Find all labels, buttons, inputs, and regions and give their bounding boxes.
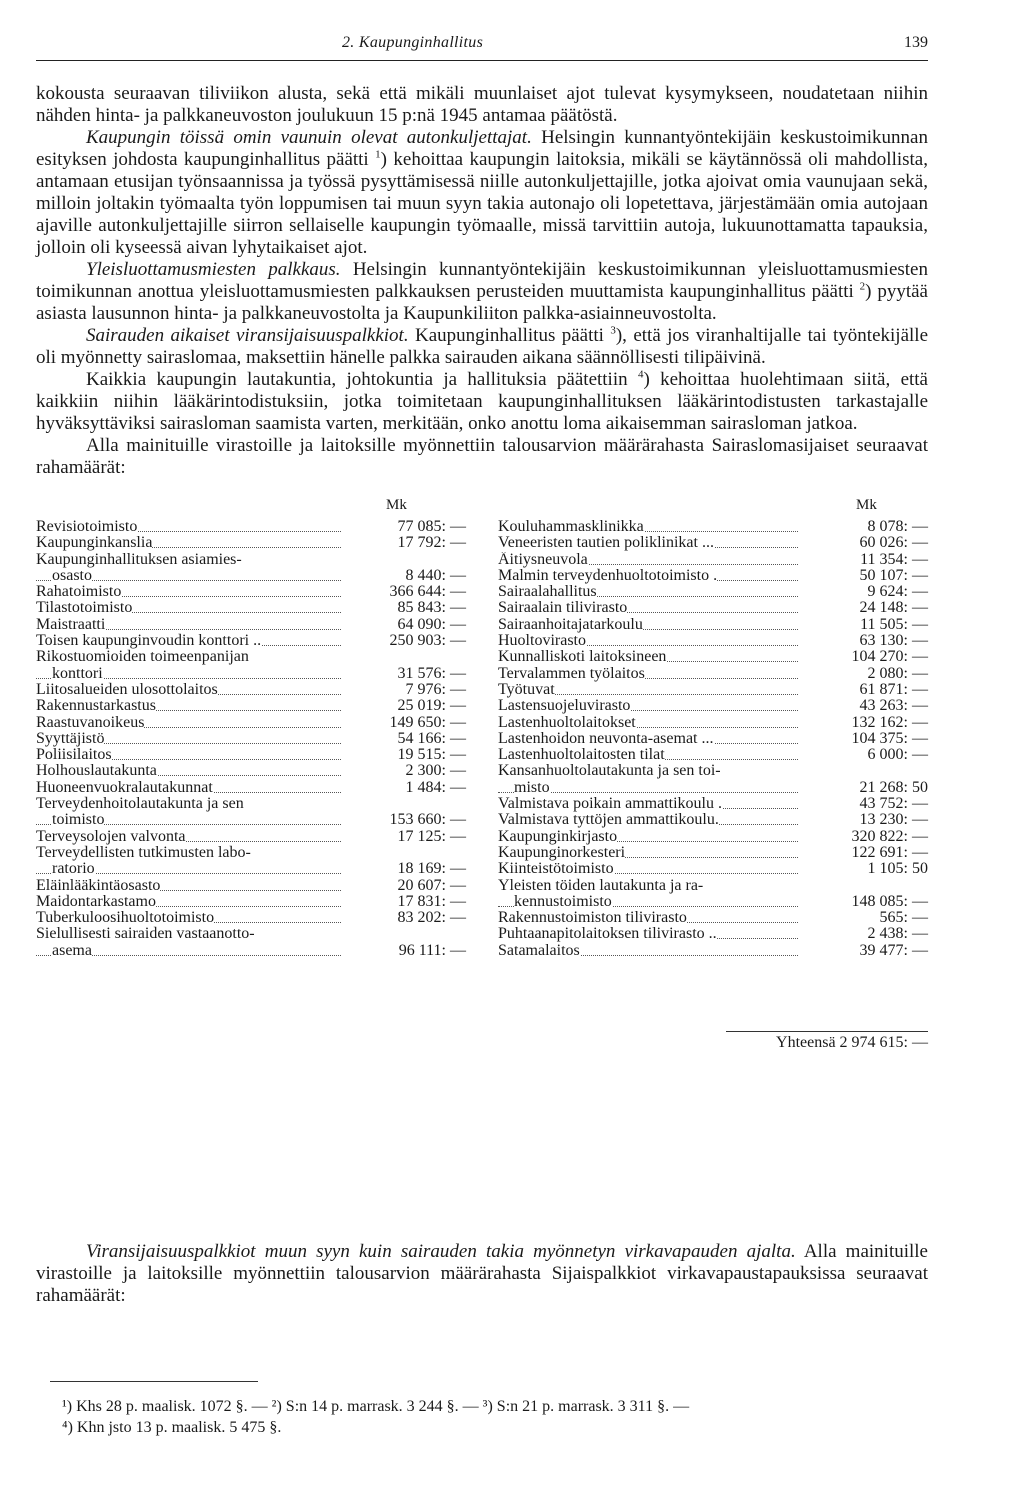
row-value: 39 477: — [859,941,928,959]
row-value: 7 976: — [405,680,466,698]
row-value: 565: — [879,909,928,927]
row-label: Rakennustoimiston tilivirasto [498,910,687,927]
row-label: Lastenhuoltolaitokset [498,714,636,731]
row-value: 43 752: — [859,795,928,813]
row-value: 1 484: — [405,778,466,796]
table-row [498,943,928,959]
row-label: Kaupunginkanslia [36,535,153,552]
table-row [36,715,466,731]
row-label: Rahatoimisto [36,584,122,601]
row-label: Kaupunginorkesteri [498,844,626,861]
row-label: Kaupunginkirjasto [498,828,618,845]
chapter-title: 2. Kaupunginhallitus [342,34,484,51]
table-row [36,568,466,584]
row-value: 43 263: — [859,697,928,715]
row-value: 148 085: — [851,892,928,910]
paragraph: Kaupungin töissä omin vaunuin olevat autonkuljettajat. Helsingin kunnantyöntekijäin keskustoimikunnan esityksen johdosta kaupunginhallitus päätti $^1$) kehoittaa kaupungin laitoksia, mikäli se käytännössä oli mahdollista, antamaan etusijan työnsaannissa ja työssä pysyttämisessä niille autonkuljettajille, jotka ajoivat omia vaunujaan sekä, milloin joltakin työmaalta työn loppumisen tai muun syyn takia autonajo oli lopetettava, järjestämään omia autojaan ajaville autonkuljettajille siirron sellaiselle kaupungin työmaalle, missä tarvittiin autoja, lukuunottamatta tapauksia, jolloin oli kyseessä aivan lyhytaikaiset ajot. [36,127,928,258]
table-row [36,796,466,812]
row-value: 2 300: — [405,762,466,780]
row-value: 11 505: — [860,615,928,633]
row-value: 25 019: — [397,697,466,715]
row-value: 6 000: — [867,746,928,764]
section-heading: Kaupungin töissä omin vaunuin olevat autonkuljettajat. [86,127,532,148]
row-value: 366 644: — [389,583,466,601]
row-value: 320 822: — [851,827,928,845]
table-row [498,910,928,926]
row-value: 18 169: — [397,860,466,878]
table-row [36,666,466,682]
row-label: osasto [52,566,92,584]
total-rule [726,1031,928,1032]
row-label: Maistraatti [36,616,106,633]
row-value: 9 624: — [867,583,928,601]
paragraph: Viransijaisuuspalkkiot muun syyn kuin sairauden takia myönnetyn virkavapauden ajalta. Alla mainituille virastoille ja laitoksille myönnettiin talousarvion määrärahasta Sijaispalkkiot virkavapaustapauksissa seuraavat rahamäärät: [36,1241,928,1306]
table-row [498,649,928,665]
row-label: Kouluhammasklinikka [498,519,644,535]
row-label: Satamalaitos [498,942,580,959]
row-value: 11 354: — [860,550,928,568]
table-row [498,698,928,714]
row-label: Lastenhuoltolaitosten tilat [498,747,665,764]
row-label: Toisen kaupunginvoudin konttori .. [36,633,262,650]
allocation-table [36,497,928,1057]
table-row [498,780,928,796]
row-value: 64 090: — [397,615,466,633]
row-value: 31 576: — [397,664,466,682]
table-row [498,552,928,568]
row-label: Maidontarkastamo [36,893,156,910]
row-value: 54 166: — [397,729,466,747]
row-label: konttori [52,664,103,682]
row-label: asema [52,941,92,959]
row-label: Sairaalahallitus [498,584,597,601]
table-row [498,715,928,731]
paragraph: Kaikkia kaupungin lautakuntia, johtokuntia ja hallituksia päätettiin $^4$) kehoittaa huolehtimaan siitä, että kaikkiin niihin lääkärintodistuksiin, jotka toimitetaan kaupunginhallituksen lääkärintodistusten tarkastajalle hyväksyttäviksi sairasloman saamista varten, merkitään, onko anottu loma aikaisemman sairasloman jatkoa. [36,368,928,434]
unit-header: Mk [856,497,877,513]
row-value: 77 085: — [397,518,466,535]
row-label: Lastenhoidon neuvonta-asemat ... [498,730,714,747]
row-label: ratorio [52,860,95,878]
table-row [36,812,466,828]
row-value: 63 130: — [859,632,928,650]
row-value: 50 107: — [859,566,928,584]
row-value: 8 440: — [405,566,466,584]
table-row [498,617,928,633]
table-row [498,926,928,942]
row-label: misto [514,778,550,796]
table-row [498,600,928,616]
row-value: 122 691: — [851,843,928,861]
page-number: 139 [904,34,928,51]
row-label: Revisiotoimisto [36,519,138,535]
table-row [36,552,466,568]
table-row [36,617,466,633]
row-value: 153 660: — [389,811,466,829]
row-label: Rakennustarkastus [36,698,156,715]
row-label: Syyttäjistö [36,730,105,747]
footnote-line: ⁴) Khn jsto 13 p. maalisk. 5 475 §. [62,1419,282,1436]
row-label: Tuberkuloosihuoltotoimisto [36,910,215,927]
footnote-ref: 1 [375,148,381,161]
row-value: 104 375: — [851,729,928,747]
row-label: Tilastotoimisto [36,600,133,617]
row-label: Valmistava poikain ammattikoulu . [498,796,722,813]
table-row [498,519,928,535]
row-label: Terveysolojen valvonta [36,828,186,845]
table-rows [36,519,466,959]
footnote-ref: 2 [859,280,866,293]
table-row [36,845,466,861]
row-value: 61 871: — [859,680,928,698]
table-row [36,747,466,763]
section-heading: Yleisluottamusmiesten palkkaus. [86,259,341,280]
row-value: 24 148: — [859,599,928,617]
table-total: Yhteensä 2 974 615: — [776,1034,928,1051]
row-label: Työtuvat [498,681,555,698]
table-row [36,519,466,535]
page [36,26,928,1436]
row-label: Kunnalliskoti laitoksineen [498,649,667,666]
table-row [36,878,466,894]
table-row [36,698,466,714]
row-label: Raastuvanoikeus [36,714,145,731]
row-label: Eläinlääkintäosasto [36,877,161,894]
row-value: 132 162: — [851,713,928,731]
row-label: Holhouslautakunta [36,763,157,780]
row-value: 21 268: 50 [859,778,928,796]
section-heading: Sairauden aikaiset viransijaisuuspalkkiot. [86,325,409,346]
row-value: 17 125: — [397,827,466,845]
row-value: 83 202: — [397,909,466,927]
table-row [36,910,466,926]
row-label: toimisto [52,811,105,829]
table-row [36,535,466,551]
unit-header: Mk [386,497,407,513]
row-label: kennustoimisto [514,892,612,910]
row-value: 20 607: — [397,876,466,894]
paragraph: Alla mainituille virastoille ja laitoksille myönnettiin talousarvion määrärahasta Sairaslomasijaiset seuraavat rahamäärät: [36,435,928,478]
row-label: Valmistava tyttöjen ammattikoulu. [498,812,719,829]
table-row [36,943,466,959]
body-text [36,83,928,479]
table-row [498,747,928,763]
row-value: 2 080: — [867,664,928,682]
row-value: 8 078: — [867,518,928,535]
table-row [498,682,928,698]
table-row [36,780,466,796]
row-label: Malmin terveydenhuoltotoimisto . [498,567,718,584]
table-row [498,731,928,747]
table-row [498,568,928,584]
running-header [36,26,928,61]
table-row [498,845,928,861]
footnote-rule [50,1381,258,1382]
row-label: Rikostuomioiden toimeenpanijan [36,649,249,666]
paragraph: Yleisluottamusmiesten palkkaus. Helsingin kunnantyöntekijäin keskustoimikunnan yleisluottamusmiesten toimikunnan anottua yleisluottamusmiesten palkkauksen perusteiden muuttamista kaupunginhallitus päätti $^2$) pyytää asiasta lausunnon hinta- ja palkkaneuvostolta ja Kaupunkiliiton palkka-asiainneuvostolta. [36,259,928,324]
row-label: Tervalammen työlaitos [498,665,645,682]
row-value: 2 438: — [867,925,928,943]
row-label: Veneeristen tautien poliklinikat ... [498,535,714,552]
row-label: Kansanhuoltolautakunta ja sen toi- [498,763,721,780]
row-label: Yleisten töiden lautakunta ja ra- [498,877,704,894]
row-value: 13 230: — [859,811,928,829]
row-value: 17 792: — [397,534,466,552]
row-value: 85 843: — [397,599,466,617]
table-row [36,682,466,698]
table-row [36,584,466,600]
table-row [498,763,928,779]
table-row [36,633,466,649]
footnote-ref: 3 [610,324,616,337]
table-row [36,600,466,616]
row-label: Huoltovirasto [498,633,586,650]
row-value: 149 650: — [389,713,466,731]
table-row [36,763,466,779]
table-row [498,829,928,845]
table-row [498,584,928,600]
row-label: Puhtaanapitolaitoksen tilivirasto .. [498,926,717,943]
table-row [36,829,466,845]
row-value: 250 903: — [389,632,466,650]
row-label: Kiinteistötoimisto [498,861,614,878]
footnote-ref: 4 [637,368,644,381]
row-value: 96 111: — [398,941,466,959]
table-row [498,796,928,812]
footnotes [62,1396,942,1438]
row-label: Äitiysneuvola [498,551,588,568]
row-label: Terveydenhoitolautakunta ja sen [36,796,244,813]
table-row [498,812,928,828]
table-rows [498,519,928,959]
row-label: Huoneenvuokralautakunnat [36,779,213,796]
table-row [36,649,466,665]
footnote-line: ¹) Khs 28 p. maalisk. 1072 §. — ²) S:n 14 p. marrask. 3 244 §. — ³) S:n 21 p. marrask. 3 311 §. — [62,1398,690,1415]
row-label: Liitosalueiden ulosottolaitos [36,681,218,698]
table-row [498,666,928,682]
table-row [498,535,928,551]
row-value: 60 026: — [859,534,928,552]
table-row [36,926,466,942]
section-heading: Viransijaisuuspalkkiot muun syyn kuin sairauden takia myönnetyn virkavapauden ajalta. [86,1241,796,1262]
table-row [498,878,928,894]
row-label: Sairaalain tilivirasto [498,600,628,617]
table-row [36,894,466,910]
table-row [36,861,466,877]
row-label: Sielullisesti sairaiden vastaanotto- [36,926,255,943]
table-row [498,633,928,649]
row-value: 17 831: — [397,892,466,910]
row-value: 104 270: — [851,648,928,666]
row-label: Sairaanhoitajatarkoulu [498,616,643,633]
table-row [36,731,466,747]
paragraph: kokousta seuraavan tiliviikon alusta, sekä että mikäli muunlaiset ajot tulevat kysymykseen, noudatetaan niihin nähden hinta- ja palkkaneuvoston joulukuun 15 p:nä 1945 antamaa päätöstä. [36,83,928,126]
table-row [498,861,928,877]
row-label: Lastensuojeluvirasto [498,698,631,715]
row-label: Kaupunginhallituksen asiamies- [36,551,242,568]
paragraph: Sairauden aikaiset viransijaisuuspalkkiot. Kaupunginhallitus päätti $^3$), että jos viranhaltijalle tai työntekijälle oli myönnetty sairaslomaa, maksettiin hänelle palkka sairauden aikana säännöllisesti tilipäivinä. [36,324,928,368]
row-label: Poliisilaitos [36,747,112,764]
table-row [498,894,928,910]
row-value: 1 105: 50 [867,860,928,878]
row-label: Terveydellisten tutkimusten labo- [36,844,251,861]
row-value: 19 515: — [397,746,466,764]
